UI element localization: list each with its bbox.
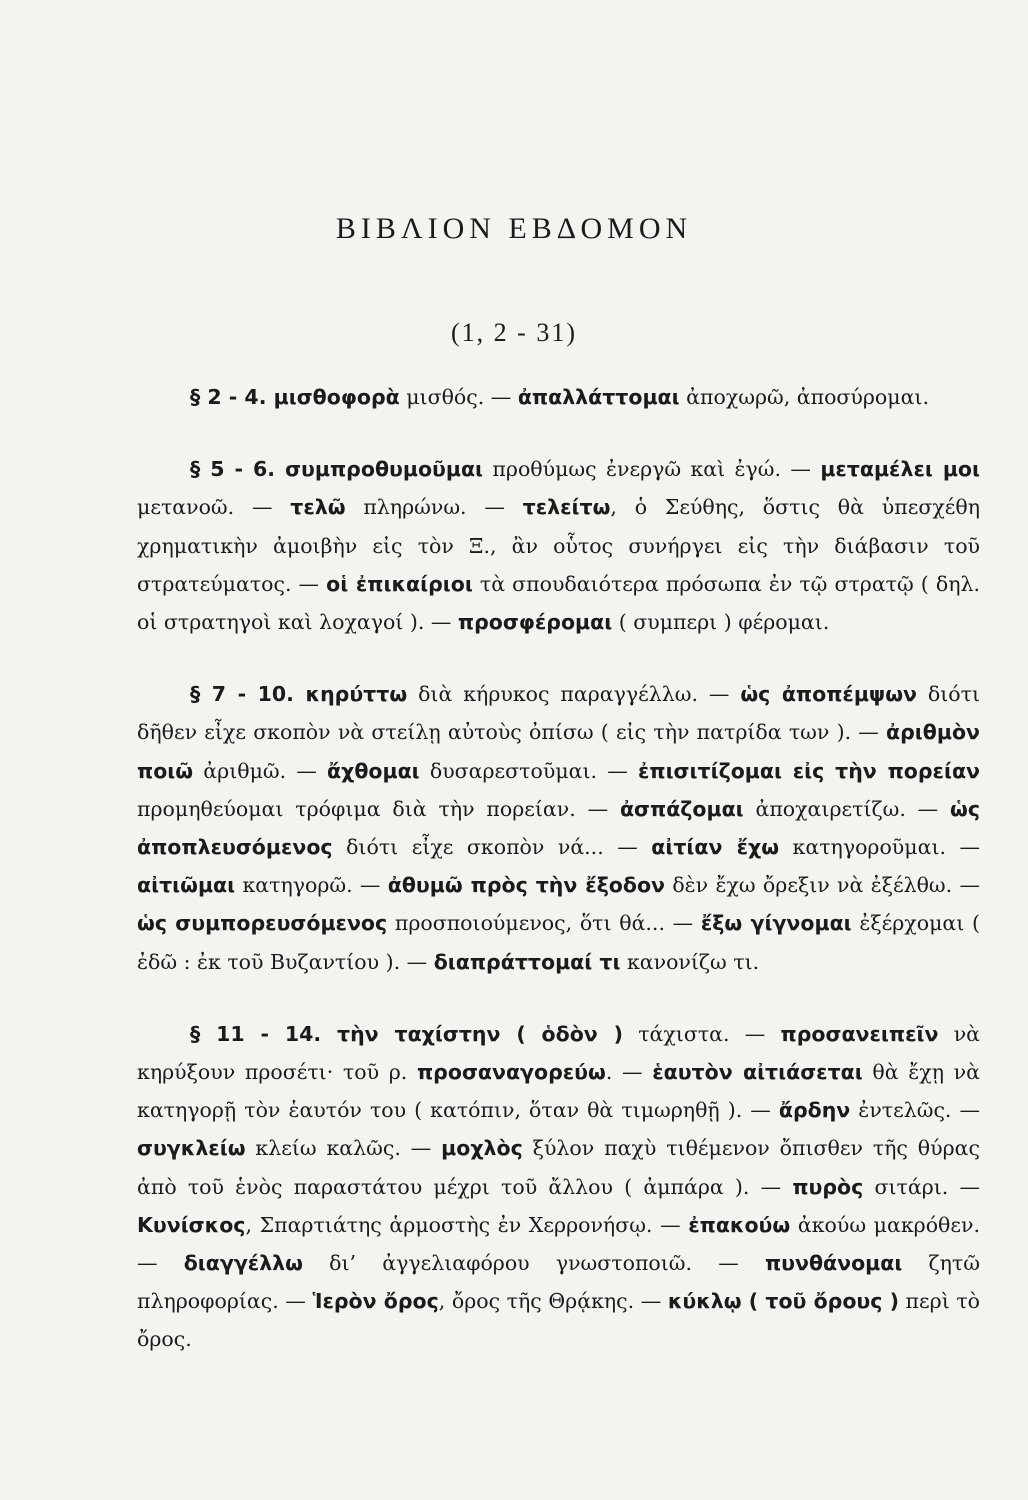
glossary-definition: ( συμπερι ) φέρομαι. xyxy=(612,610,830,635)
glossary-definition: ἀκούω μακρόθεν. — xyxy=(137,1212,980,1276)
glossary-definition: . — xyxy=(605,1060,653,1085)
glossary-term: ἄρδην xyxy=(778,1098,851,1123)
glossary-paragraph-sections-7-10 xyxy=(137,675,980,981)
glossary-term: ἐπισιτίζομαι εἰς τὴν πορείαν xyxy=(637,758,980,783)
glossary-definition: ἐντελῶς. — xyxy=(850,1098,980,1123)
glossary-definition: προθύμως ἐνεργῶ καὶ ἐγώ. — xyxy=(483,457,821,482)
chapter-range: (1, 2 - 31) xyxy=(451,318,577,347)
glossary-term: § 11 - 14. τὴν ταχίστην ( ὁδὸν ) xyxy=(190,1021,623,1046)
glossary-definition: μετανοῶ. — xyxy=(137,495,291,520)
glossary-definition: ξύλον παχὺ τιθέμενον ὄπισθεν τῆς θύρας ἀπὸ τοῦ ἑνὸς παραστάτου μέχρι τοῦ ἄλλου ( ἀμπάρα ). — xyxy=(137,1136,980,1199)
glossary-term: τελείτω xyxy=(522,495,611,520)
glossary-definition: διότι εἶχε σκοπὸν νά... — xyxy=(332,835,652,860)
glossary-term: προσανειπεῖν xyxy=(780,1021,939,1046)
glossary-term: ἀριθμὸν ποιῶ xyxy=(137,720,980,783)
glossary-term: ἄχθομαι xyxy=(327,758,420,783)
glossary-term: § 5 - 6. συμπροθυμοῦμαι xyxy=(190,457,484,482)
glossary-definition: κατηγοροῦμαι. — xyxy=(779,835,981,860)
glossary-definition: ἀριθμῶ. — xyxy=(193,758,328,783)
glossary-definition: προμηθεύομαι τρόφιμα διὰ τὴν πορείαν. — xyxy=(137,796,620,821)
glossary-definition: θὰ ἔχῃ νὰ κατηγορῇ τὸν ἑαυτόν του ( κατόπιν, ὅταν θὰ τιμωρηθῇ ). — xyxy=(137,1060,980,1123)
glossary-definition: σιτάρι. — xyxy=(863,1174,980,1199)
glossary-term: § 2 - 4. μισθοφορὰ xyxy=(190,385,400,409)
glossary-term: οἱ ἐπικαίριοι xyxy=(326,571,473,596)
glossary-definition: κατηγορῶ. — xyxy=(235,873,388,898)
glossary-term: ἀθυμῶ πρὸς τὴν ἔξοδον xyxy=(387,873,666,898)
glossary-term: αἰτίαν ἔχω xyxy=(651,835,780,860)
glossary-term: τελῶ xyxy=(290,495,346,520)
glossary-term: αἰτιῶμαι xyxy=(137,873,236,898)
glossary-term: ἐπακούω xyxy=(688,1212,791,1237)
glossary-term: ὡς ἀποπέμψων xyxy=(740,682,917,707)
glossary-term: ἔξω γίγνομαι xyxy=(700,911,852,936)
glossary-definition: ἀποχωρῶ, ἀποσύρομαι. xyxy=(679,385,929,409)
glossary-definition: δυσαρεστοῦμαι. — xyxy=(419,758,638,783)
glossary-term: Ἱερὸν ὄρος xyxy=(312,1289,439,1314)
glossary-term: ὡς συμπορευσόμενος xyxy=(137,911,388,936)
glossary-term: ἀσπάζομαι xyxy=(619,796,744,821)
glossary-definition: , ὄρος τῆς Θρᾴκης. — xyxy=(438,1289,668,1314)
glossary-definition: ἐξέρχομαι ( ἐδῶ : ἐκ τοῦ Βυζαντίου ). — xyxy=(137,911,980,974)
glossary-term: πυνθάνομαι xyxy=(764,1251,903,1276)
glossary-definition: , ὁ Σεύθης, ὅστις θὰ ὑπεσχέθη χρηματικὴν ἀμοιβὴν εἰς τὸν Ξ., ἂν οὗτος συνήργει εἰς τὴν διάβασιν τοῦ στρατεύματος. — xyxy=(137,495,980,596)
book-title: ΒΙΒΛΙΟΝ ΕΒΔΟΜΟΝ xyxy=(335,212,693,245)
glossary-term: πυρὸς xyxy=(792,1174,864,1199)
glossary-term: ἑαυτὸν αἰτιάσεται xyxy=(652,1060,863,1085)
glossary-definition: τὰ σπουδαιότερα πρόσωπα ἐν τῷ στρατῷ ( δηλ. οἱ στρατηγοὶ καὶ λοχαγοί ). — xyxy=(137,571,980,635)
glossary-definition: ζητῶ πληροφορίας. — xyxy=(137,1251,980,1314)
glossary-definition: ἀποχαιρετίζω. — xyxy=(743,796,951,821)
glossary-term: ὡς ἀποπλευσόμενος xyxy=(137,796,980,860)
glossary-term: Κυνίσκος xyxy=(137,1212,246,1237)
glossary-definition: διὰ κήρυκος παραγγέλλω. — xyxy=(407,682,741,707)
glossary-term: μεταμέλει μοι xyxy=(820,457,980,482)
glossary-definition: πληρώνω. — xyxy=(345,495,523,520)
glossary-term: ἀπαλλάττομαι xyxy=(517,385,680,409)
glossary-definition: νὰ κηρύξουν προσέτι· τοῦ ρ. xyxy=(137,1021,981,1085)
glossary-definition: διότι δῆθεν εἶχε σκοπὸν νὰ στείλῃ αὐτοὺς ὀπίσω ( εἰς τὴν πατρίδα των ). — xyxy=(137,682,981,745)
glossary-term: διαγγέλλω xyxy=(183,1251,303,1276)
glossary-term: διαπράττομαί τι xyxy=(433,949,621,974)
glossary-term: συγκλείω xyxy=(137,1136,246,1161)
glossary-term: προσφέρομαι xyxy=(457,610,613,635)
glossary-paragraph-sections-11-14 xyxy=(137,1015,980,1359)
glossary-paragraph-sections-5-6 xyxy=(137,450,980,641)
glossary-definition: , Σπαρτιάτης ἁρμοστὴς ἐν Χερρονήσῳ. — xyxy=(245,1212,689,1237)
glossary-term: προσαναγορεύω xyxy=(416,1060,606,1085)
glossary-term: κύκλῳ ( τοῦ ὄρους ) xyxy=(667,1289,899,1314)
glossary-definition: δὲν ἔχω ὄρεξιν νὰ ἐξέλθω. — xyxy=(665,873,980,898)
glossary-paragraph-sections-2-4 xyxy=(137,378,980,416)
glossary-definition: τάχιστα. — xyxy=(622,1021,781,1046)
glossary-definition: κλείω καλῶς. — xyxy=(245,1136,442,1161)
glossary-definition: περὶ τὸ ὄρος. xyxy=(137,1289,981,1352)
glossary-term: μοχλὸς xyxy=(441,1136,523,1161)
glossary-term: § 7 - 10. κηρύττω xyxy=(190,682,408,707)
glossary-definition: κανονίζω τι. xyxy=(620,949,760,974)
glossary-definition: δι’ ἀγγελιαφόρου γνωστοποιῶ. — xyxy=(302,1251,765,1276)
glossary-definition: προσποιούμενος, ὅτι θά... — xyxy=(387,911,701,936)
glossary-definition: μισθός. — xyxy=(399,385,518,409)
glossary-content xyxy=(137,378,980,1393)
